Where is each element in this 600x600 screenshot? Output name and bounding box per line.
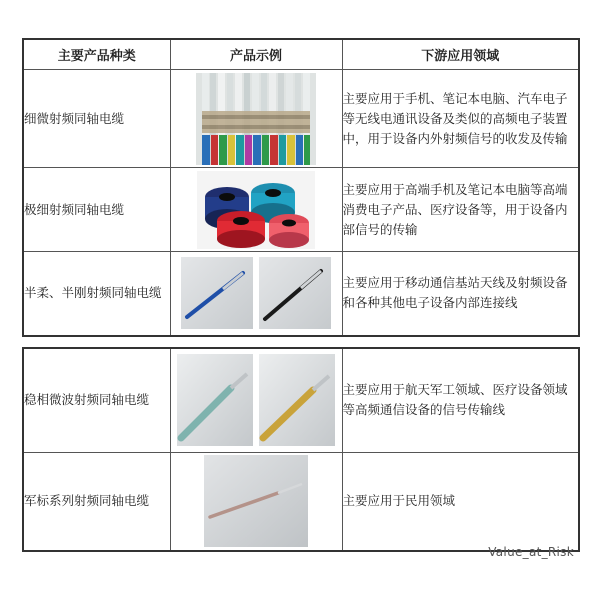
watermark: Value_at_Risk (488, 545, 574, 559)
product-image-cell (170, 452, 342, 551)
product-application: 主要应用于高端手机及笔记本电脑等高端消费电子产品、医疗设备等，用于设备内部信号的传输 (342, 168, 579, 252)
header-product-example: 产品示例 (170, 39, 342, 70)
phase-stable-cable-photos (177, 354, 335, 446)
header-downstream-application: 下游应用领域 (342, 39, 579, 70)
product-name: 军标系列射频同轴电缆 (23, 452, 170, 551)
colored-wire-spools-photo (197, 171, 315, 249)
military-standard-cable-photo (204, 455, 308, 547)
table-row (23, 348, 579, 452)
product-application: 主要应用于民用领域 (342, 452, 579, 551)
thin-colored-coaxial-wires-photo (196, 73, 316, 165)
product-name: 细微射频同轴电缆 (23, 70, 170, 168)
table-row (23, 168, 579, 252)
table-header-row (23, 39, 579, 70)
product-application: 主要应用于手机、笔记本电脑、汽车电子等无线电通讯设备及类似的高频电子装置中，用于设备内外射频信号的收发及传输 (342, 70, 579, 168)
product-image-cell (170, 348, 342, 452)
product-name: 极细射频同轴电缆 (23, 168, 170, 252)
product-table-bottom (22, 347, 580, 552)
product-table-top (22, 38, 580, 337)
semi-rigid-cable-photos (181, 257, 331, 329)
header-product-type: 主要产品种类 (23, 39, 170, 70)
product-application: 主要应用于移动通信基站天线及射频设备和各种其他电子设备内部连接线 (342, 252, 579, 336)
table-row (23, 70, 579, 168)
table-row (23, 252, 579, 336)
product-name: 半柔、半刚射频同轴电缆 (23, 252, 170, 336)
product-image-cell (170, 252, 342, 336)
product-name: 稳相微波射频同轴电缆 (23, 348, 170, 452)
product-image-cell (170, 70, 342, 168)
product-application: 主要应用于航天军工领域、医疗设备领域等高频通信设备的信号传输线 (342, 348, 579, 452)
table-row (23, 452, 579, 551)
product-image-cell (170, 168, 342, 252)
